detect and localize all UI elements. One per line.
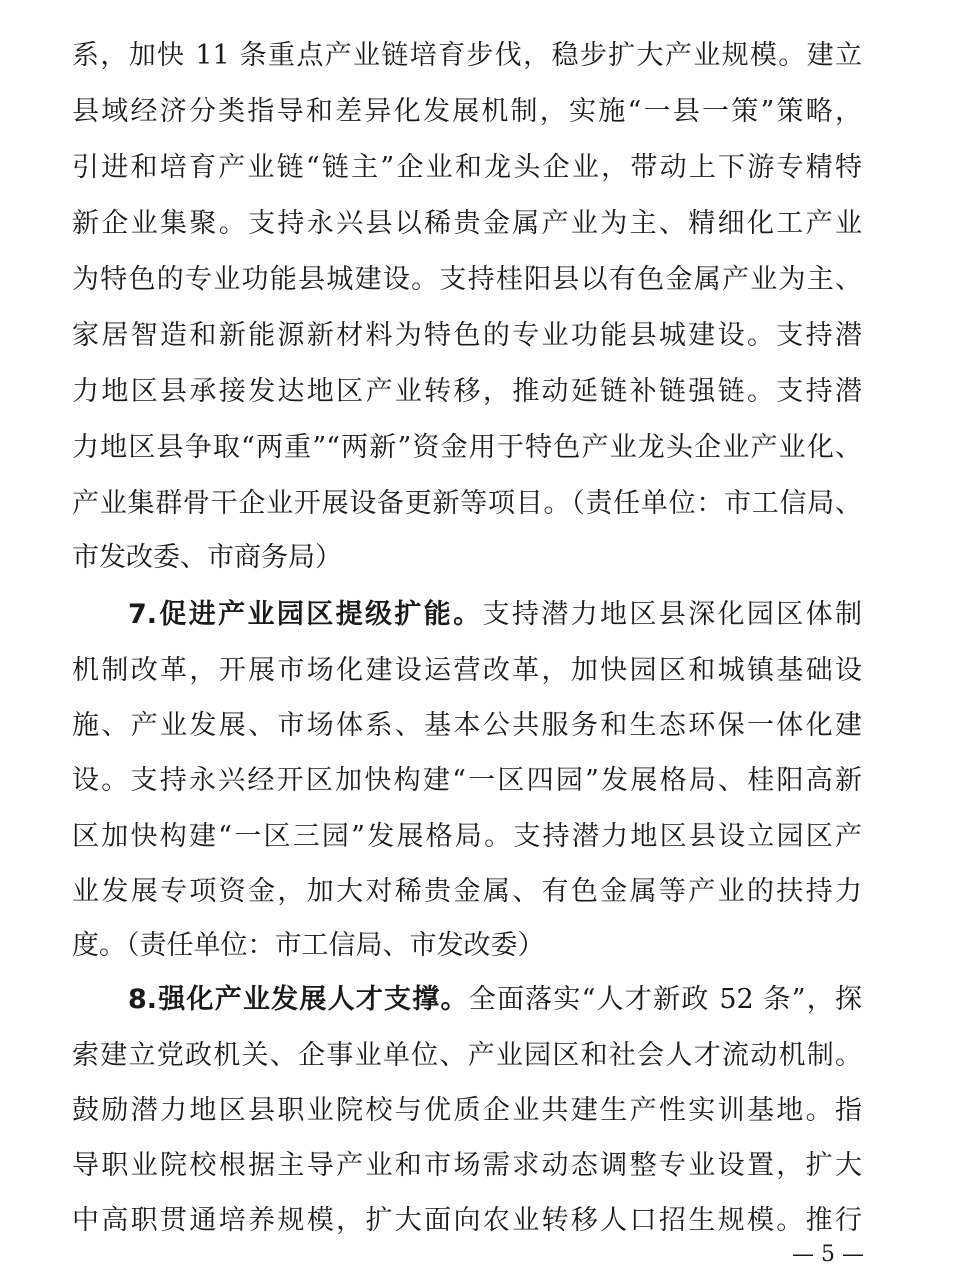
- paragraph-line: 度。（责任单位：市工信局、市发改委）: [72, 930, 545, 961]
- paragraph-line: 施、产业发展、市场体系、基本公共服务和生态环保一体化建: [72, 710, 862, 741]
- paragraph-line: 新企业集聚。支持永兴县以稀贵金属产业为主、精细化工产业: [72, 208, 862, 239]
- section-7-first-line-text: 支持潜力地区县深化园区体制: [482, 599, 863, 630]
- paragraph-line: 索建立党政机关、企事业单位、产业园区和社会人才流动机制。: [72, 1040, 862, 1071]
- paragraph-line: 产业集群骨干企业开展设备更新等项目。（责任单位：市工信局、: [72, 488, 862, 519]
- paragraph-line: 力地区县承接发达地区产业转移，推动延链补链强链。支持潜: [72, 376, 862, 407]
- section-7-first-line: [128, 587, 862, 643]
- paragraph-line: 系，加快 11 条重点产业链培育步伐，稳步扩大产业规模。建立: [72, 40, 862, 71]
- page-number: — 5 —: [792, 1242, 864, 1267]
- paragraph-line: 设。支持永兴经开区加快构建“一区四园”发展格局、桂阳高新: [72, 765, 862, 796]
- paragraph-line: 引进和培育产业链“链主”企业和龙头企业，带动上下游专精特: [72, 152, 862, 183]
- section-8-first-line-text: 全面落实“人才新政 52 条”，探: [468, 984, 862, 1015]
- section-8-heading: 8.强化产业发展人才支撑。: [128, 984, 469, 1015]
- paragraph-line: 市发改委、市商务局）: [72, 542, 342, 573]
- paragraph-line: 中高职贯通培养规模，扩大面向农业转移人口招生规模。推行: [72, 1205, 862, 1236]
- section-7-heading: 7.促进产业园区提级扩能。: [128, 599, 483, 630]
- section-8-first-line: [128, 972, 862, 1028]
- paragraph-line: 导职业院校根据主导产业和市场需求动态调整专业设置，扩大: [72, 1150, 862, 1181]
- paragraph-line: 机制改革，开展市场化建设运营改革，加快园区和城镇基础设: [72, 655, 862, 686]
- paragraph-line: 为特色的专业功能县城建设。支持桂阳县以有色金属产业为主、: [72, 264, 862, 295]
- paragraph-line: 区加快构建“一区三园”发展格局。支持潜力地区县设立园区产: [72, 821, 862, 852]
- paragraph-line: 家居智造和新能源新材料为特色的专业功能县城建设。支持潜: [72, 320, 862, 351]
- paragraph-line: 鼓励潜力地区县职业院校与优质企业共建生产性实训基地。指: [72, 1095, 862, 1126]
- paragraph-line: 县域经济分类指导和差异化发展机制，实施“一县一策”策略，: [72, 96, 862, 127]
- paragraph-line: 力地区县争取“两重”“两新”资金用于特色产业龙头企业产业化、: [72, 432, 862, 463]
- paragraph-line: 业发展专项资金，加大对稀贵金属、有色金属等产业的扶持力: [72, 876, 862, 907]
